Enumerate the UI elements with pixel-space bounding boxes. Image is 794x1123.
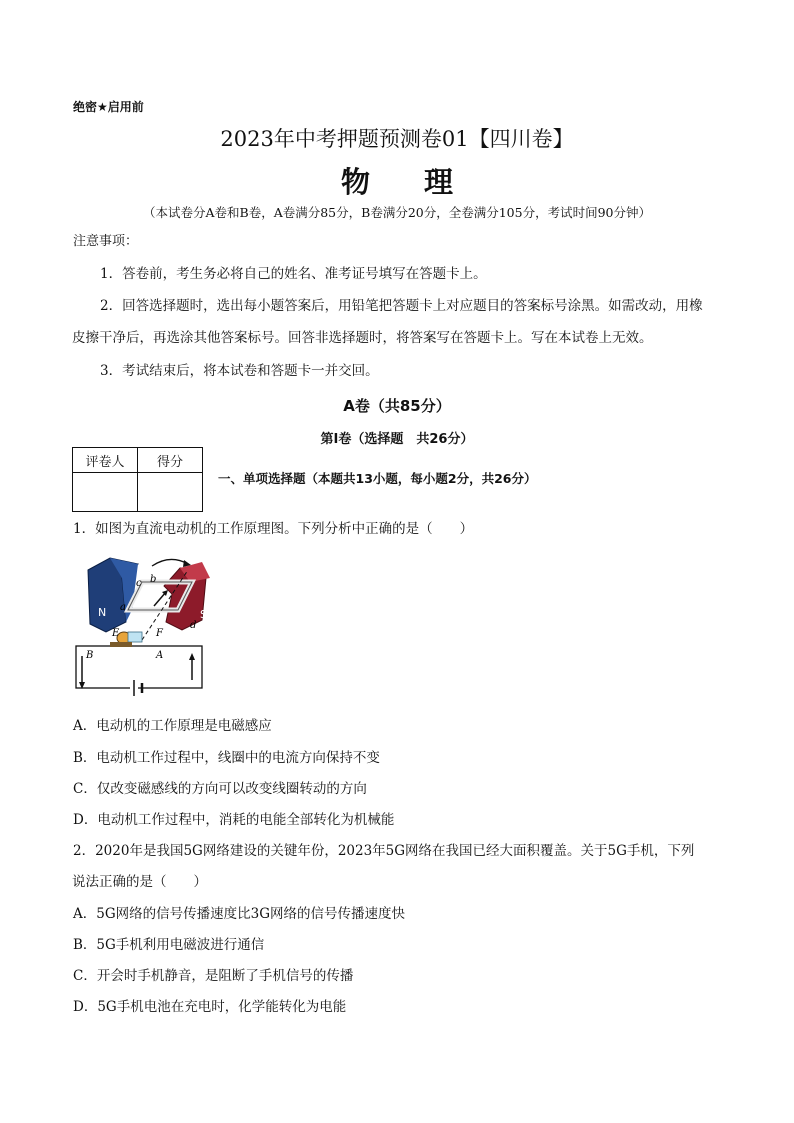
dc-motor-diagram — [70, 552, 210, 700]
instruction-item: 皮擦干净后，再选涂其他答案标号。回答非选择题时，将答案写在答题卡上。写在本试卷上无效。 — [72, 330, 653, 346]
brush-e — [110, 642, 132, 647]
instruction-item: 2．回答选择题时，选出每小题答案后，用铅笔把答题卡上对应题目的答案标号涂黑。如需改动，用橡 — [100, 298, 703, 314]
question-1-option-a: A．电动机的工作原理是电磁感应 — [73, 718, 272, 734]
instruction-item: 1．答卷前，考生务必将自己的姓名、准考证号填写在答题卡上。 — [100, 266, 487, 282]
label-f: F — [156, 628, 163, 639]
label-b: b — [150, 574, 157, 585]
exam-title: 2023年中考押题预测卷01【四川卷】 — [220, 127, 574, 151]
brush-f — [128, 632, 142, 642]
confidential-label: 绝密★启用前 — [73, 100, 144, 114]
question-2-option-a: A．5G网络的信号传播速度比3G网络的信号传播速度快 — [73, 906, 405, 922]
score-table-cell-score — [138, 473, 203, 512]
question-2-option-c: C．开会时手机静音，是阻断了手机信号的传播 — [73, 968, 354, 984]
label-a-upper: A — [156, 650, 164, 661]
question-1-option-b: B．电动机工作过程中，线圈中的电流方向保持不变 — [73, 750, 380, 766]
question-1-option-c: C．仅改变磁感线的方向可以改变线圈转动的方向 — [73, 781, 367, 797]
rotation-arrow — [152, 559, 188, 566]
part1-heading: 第Ⅰ卷（选择题 共26分） — [320, 432, 474, 447]
group-heading: 一、单项选择题（本题共13小题，每小题2分，共26分） — [218, 471, 537, 486]
label-d: d — [190, 620, 197, 631]
score-table — [72, 447, 203, 512]
question-2-option-d: D．5G手机电池在充电时，化学能转化为电能 — [73, 999, 347, 1015]
question-1-option-d: D．电动机工作过程中，消耗的电能全部转化为机械能 — [73, 812, 395, 828]
label-s: S — [200, 608, 207, 621]
score-table-header-grader: 评卷人 — [73, 448, 138, 473]
question-1-stem: 1．如图为直流电动机的工作原理图。下列分析中正确的是（ ） — [73, 521, 474, 537]
exam-note: （本试卷分A卷和B卷，A卷满分85分，B卷满分20分，全卷满分105分，考试时间90分钟） — [142, 205, 651, 220]
circuit-wire — [76, 646, 202, 688]
instruction-item: 3．考试结束后，将本试卷和答题卡一并交回。 — [100, 363, 379, 379]
question-2-stem: 2．2020年是我国5G网络建设的关键年份，2023年5G网络在我国已经大面积覆盖。关于5G手机，下列 — [73, 843, 695, 859]
section-a-heading: A卷（共85分） — [343, 397, 451, 415]
score-table-header-score: 得分 — [138, 448, 203, 473]
question-2-option-b: B．5G手机利用电磁波进行通信 — [73, 937, 265, 953]
label-b-upper: B — [86, 650, 94, 661]
label-a: a — [120, 602, 126, 613]
score-table-cell-grader — [73, 473, 138, 512]
question-2-stem-continued: 说法正确的是（ ） — [72, 874, 207, 890]
arrow-head-icon — [189, 653, 195, 660]
label-n: N — [98, 606, 107, 619]
subject-title: 物 理 — [340, 165, 476, 199]
instructions-heading: 注意事项： — [73, 234, 139, 249]
label-c: c — [136, 578, 142, 589]
label-e: E — [112, 628, 120, 639]
